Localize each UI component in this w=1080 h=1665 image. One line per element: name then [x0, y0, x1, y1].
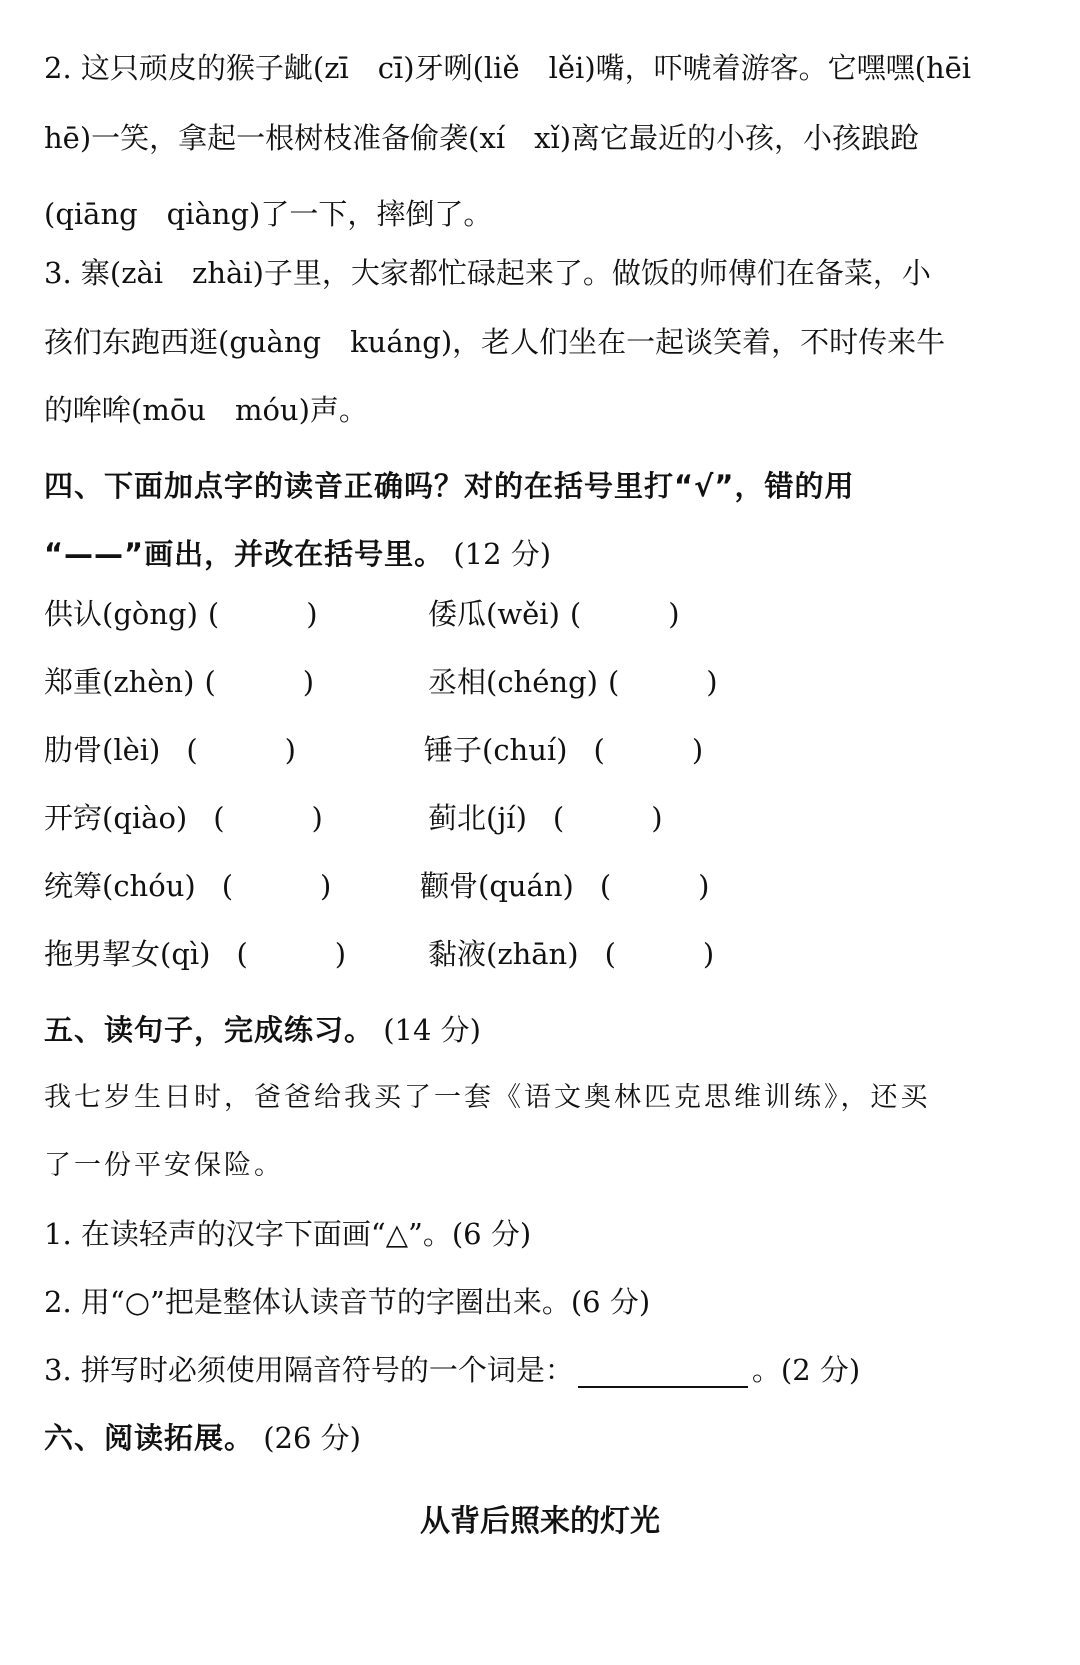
- item-left-2: [44, 662, 314, 702]
- answer-paren[interactable]: ( ): [599, 869, 710, 903]
- answer-paren[interactable]: ( ): [607, 665, 718, 699]
- item-right-4: [428, 798, 663, 838]
- section-5-score: (14 分): [383, 1013, 481, 1047]
- item-left-1: [44, 594, 318, 634]
- item-left-3: [44, 730, 296, 770]
- q3-line-3: 的哞哞(mōu móu)声。: [44, 393, 368, 427]
- q3-line-1: 3. 寨(zài zhài)子里，大家都忙碌起来了。做饭的师傅们在备菜，小: [44, 256, 931, 290]
- section-5-heading: [44, 1010, 481, 1050]
- item-word: 颧骨(quán): [420, 869, 574, 903]
- answer-paren[interactable]: ( ): [604, 937, 715, 971]
- item-word: 肋骨(lèi): [44, 733, 161, 767]
- item-word: 锤子(chuí): [424, 733, 568, 767]
- section-4-heading-text: “——”画出，并改在括号里。: [44, 537, 445, 571]
- item-right-1: [428, 594, 680, 634]
- section-5-question-1: 1. 在读轻声的汉字下面画“△”。(6 分): [44, 1217, 532, 1251]
- item-word: 统筹(chóu): [44, 869, 196, 903]
- item-word: 倭瓜(wěi): [428, 597, 560, 631]
- answer-blank[interactable]: [578, 1356, 748, 1388]
- item-left-5: [44, 866, 331, 906]
- answer-paren[interactable]: ( ): [236, 937, 347, 971]
- section-4-heading-line-1: 四、下面加点字的读音正确吗？对的在括号里打“√”，错的用: [44, 469, 855, 503]
- section-4-heading-line-2: [44, 534, 551, 574]
- q2-line-1: 2. 这只顽皮的猴子龇(zī cī)牙咧(liě lěi)嘴，吓唬着游客。它嘿嘿(hēi: [44, 51, 972, 85]
- item-right-5: [420, 866, 709, 906]
- item-right-3: [424, 730, 703, 770]
- q3-line-2: 孩们东跑西逛(guàng kuáng)，老人们坐在一起谈笑着，不时传来牛: [44, 325, 946, 359]
- section-5-question-2: 2. 用“○”把是整体认读音节的字圈出来。(6 分): [44, 1285, 651, 1319]
- section-5-question-3: [44, 1350, 860, 1390]
- answer-paren[interactable]: ( ): [207, 597, 318, 631]
- item-left-6: [44, 934, 346, 974]
- section-5-heading-text: 五、读句子，完成练习。: [44, 1013, 375, 1047]
- answer-paren[interactable]: ( ): [593, 733, 704, 767]
- sentence-line-1: 我七岁生日时，爸爸给我买了一套《语文奥林匹克思维训练》，还买: [44, 1082, 931, 1113]
- item-word: 郑重(zhèn): [44, 665, 195, 699]
- item-word: 供认(gòng): [44, 597, 198, 631]
- answer-paren[interactable]: ( ): [552, 801, 663, 835]
- section-4-score: (12 分): [453, 537, 552, 571]
- item-word: 蓟北(jí): [428, 801, 527, 835]
- item-word: 黏液(zhān): [428, 937, 579, 971]
- question-3-prefix: 3. 拼写时必须使用隔音符号的一个词是：: [44, 1353, 574, 1387]
- section-6-heading: [44, 1418, 361, 1458]
- section-6-heading-text: 六、阅读拓展。: [44, 1421, 255, 1455]
- item-left-4: [44, 798, 323, 838]
- question-3-suffix: 。(2 分): [751, 1353, 861, 1387]
- item-word: 开窍(qiào): [44, 801, 188, 835]
- answer-paren[interactable]: ( ): [204, 665, 315, 699]
- item-right-6: [428, 934, 714, 974]
- answer-paren[interactable]: ( ): [221, 869, 332, 903]
- q2-line-3: (qiāng qiàng)了一下，摔倒了。: [44, 197, 493, 231]
- sentence-line-2: 了一份平安保险。: [44, 1150, 284, 1181]
- story-title: 从背后照来的灯光: [420, 1504, 660, 1539]
- answer-paren[interactable]: ( ): [569, 597, 680, 631]
- section-6-score: (26 分): [263, 1421, 361, 1455]
- item-word: 拖男挈女(qì): [44, 937, 211, 971]
- item-right-2: [428, 662, 718, 702]
- answer-paren[interactable]: ( ): [186, 733, 296, 767]
- answer-paren[interactable]: ( ): [213, 801, 323, 835]
- item-word: 丞相(chéng): [428, 665, 598, 699]
- q2-line-2: hē)一笑，拿起一根树枝准备偷袭(xí xǐ)离它最近的小孩，小孩踉跄: [44, 121, 920, 155]
